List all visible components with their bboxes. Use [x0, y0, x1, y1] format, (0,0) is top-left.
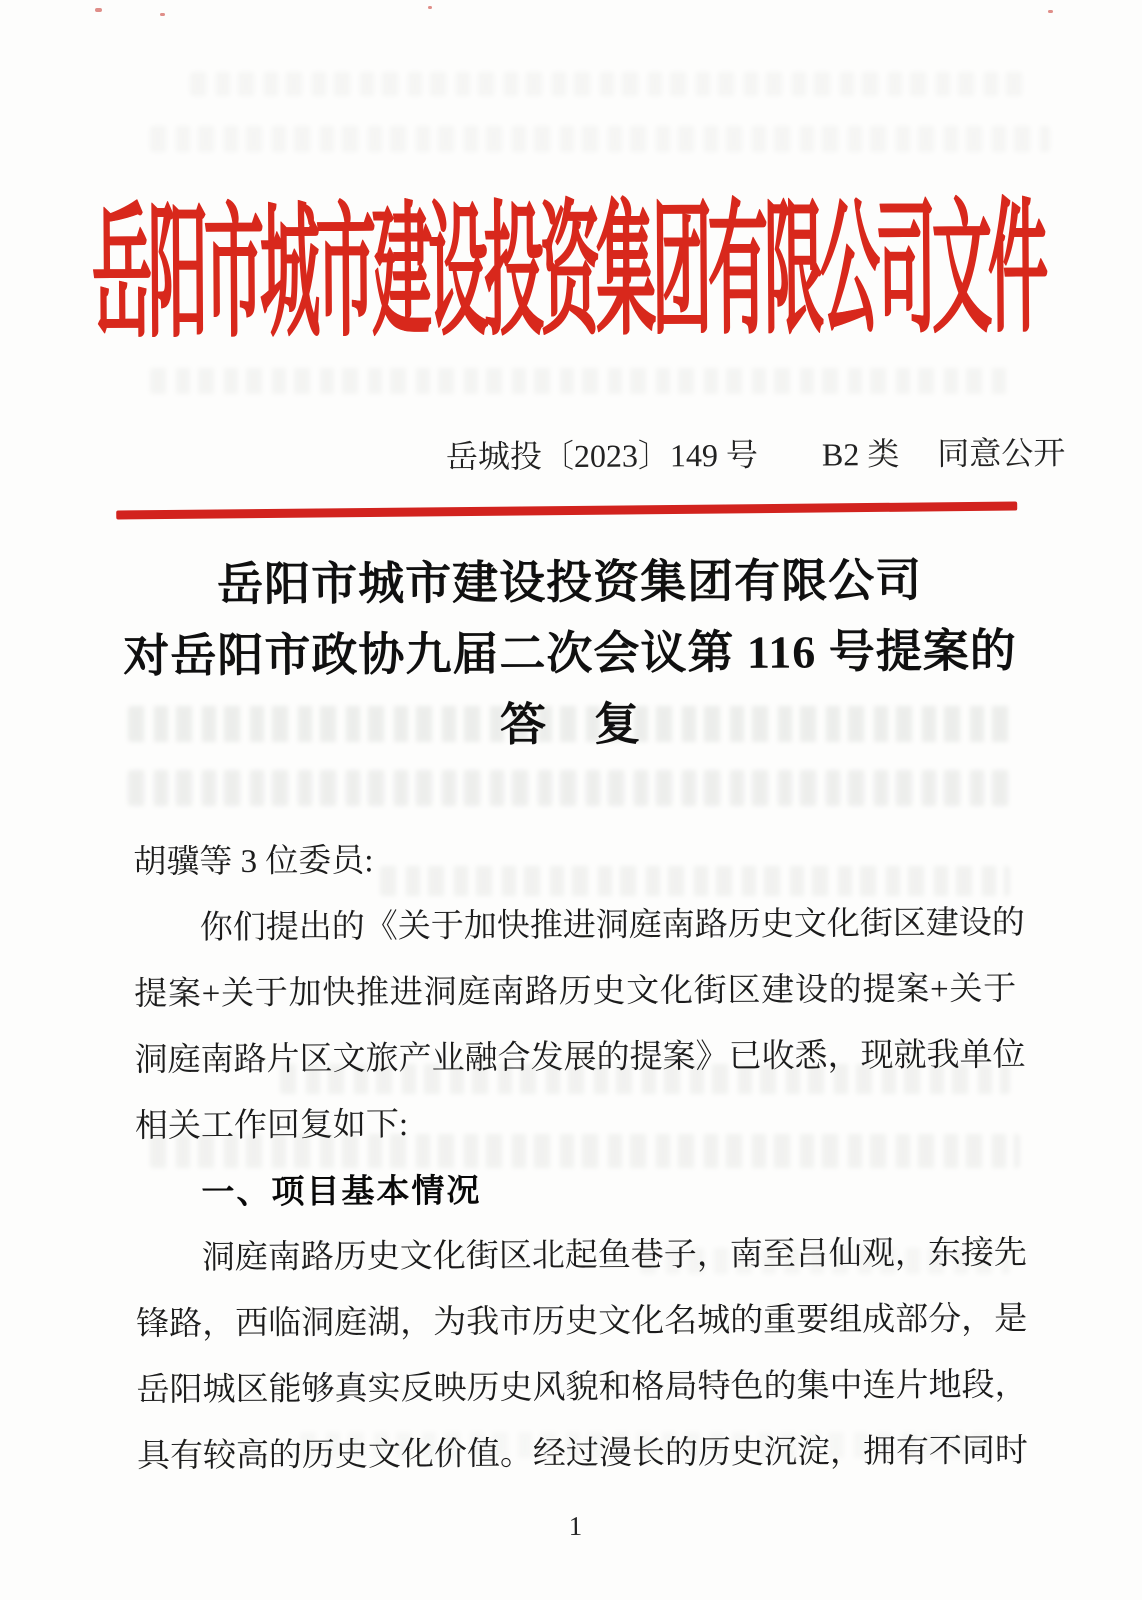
title-line-2: 对岳阳市政协九届二次会议第 116 号提案的 [123, 625, 1017, 682]
body-line: 具有较高的历史文化价值。经过漫长的历史沉淀，拥有不同时 [136, 1433, 1029, 1475]
body-line: 你们提出的《关于加快推进洞庭南路历史文化街区建设的 [199, 905, 1025, 947]
salutation: 胡骥等 3 位委员: [133, 843, 374, 881]
red-divider-line [116, 502, 1017, 520]
body-line: 洞庭南路历史文化街区北起鱼巷子，南至吕仙观，东接先 [201, 1235, 1027, 1277]
body-line: 洞庭南路片区文旅产业融合发展的提案》已收悉，现就我单位 [134, 1037, 1026, 1079]
doc-number-row [446, 428, 1066, 478]
body-line: 相关工作回复如下: [134, 1107, 409, 1145]
doc-number: 岳城投〔2023〕149 号 [445, 436, 759, 475]
section-heading: 一、项目基本情况 [201, 1171, 482, 1211]
body-line: 岳阳城区能够真实反映历史风貌和格局特色的集中连片地段， [136, 1367, 1028, 1409]
document-banner-title: 岳阳市城市建设投资集团有限公司文件 [91, 189, 1045, 356]
document-body [133, 824, 1029, 1489]
document-title [0, 544, 1142, 764]
title-line-3: 答 复 [499, 698, 642, 751]
page-number: 1 [568, 1510, 583, 1542]
title-line-1: 岳阳市城市建设投资集团有限公司 [217, 554, 923, 611]
doc-category: B2 类 [821, 435, 900, 473]
doc-disclosure: 同意公开 [937, 434, 1066, 472]
body-line: 提案+关于加快推进洞庭南路历史文化街区建设的提案+关于 [134, 971, 1017, 1013]
body-line: 锋路，西临洞庭湖，为我市历史文化名城的重要组成部分，是 [136, 1301, 1028, 1343]
